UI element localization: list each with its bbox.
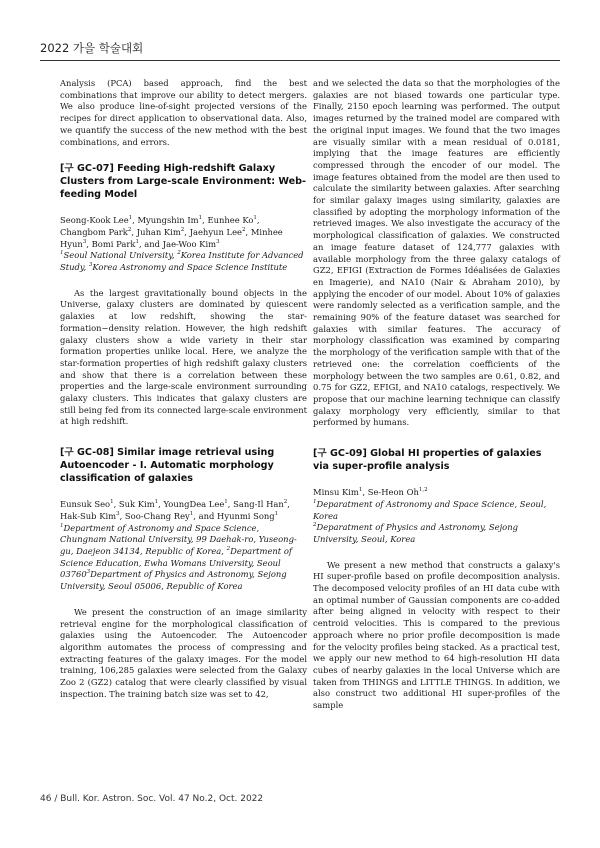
author-name: Bomi Park [91, 238, 136, 249]
author-name: Juhan Kim [136, 226, 181, 237]
author-name: Seong-Kook Lee [60, 215, 129, 226]
author-name: Minhee Hyun [60, 226, 283, 249]
affil-marker: 1 [313, 499, 317, 505]
author-name: Se-Heon Oh [367, 487, 419, 498]
author-affil-marker: 2 [127, 227, 132, 234]
affil-marker: 2 [177, 250, 181, 257]
author-name: Suk Kim [118, 499, 155, 510]
affiliation-text: Department of Physics and Astronomy, Sejong University, Seoul 05006, Republic of Korea [60, 569, 287, 592]
gc07-authors: Seong-Kook Lee$^1$, Myungshin Im$^1$, Eunhee Ko$^1$, Changbom Park$^2$, Juhan Kim$^2$, Jaehyun Lee$^2$, Minhee Hyun$^3$, Bomi Park$^1$, and Jae-Woo Kim$^3$ [60, 215, 283, 249]
gc07-title: [구 GC-07] Feeding High-redshift Galaxy Clusters from Large-scale Environment: Web-feeding Model [60, 163, 307, 201]
page-header: 2022 가을 학술대회 [40, 41, 144, 55]
affiliation-text: Seoul National University, [63, 250, 178, 261]
author-name: Jae-Woo Kim [162, 238, 217, 249]
affil-marker: 2 [226, 546, 231, 553]
author-affil-marker: 1 [224, 499, 228, 506]
affiliation-text: Department of Astronomy and Space Science, Chungnam National University, 99 Daehak-ro, Yuseong-gu, Daejeon 34134, Republic of Korea, [60, 522, 297, 556]
affiliation-text: Deparatment of Astronomy and Space Science, Seoul, Korea [313, 498, 547, 521]
header-rule [40, 60, 560, 61]
affiliation-text: Department of Science Education, Ewha Womans University, Seoul 03760 [60, 545, 292, 580]
affil-marker: 3 [88, 262, 93, 269]
author-name: Sang-Il Han [233, 499, 284, 510]
gc09-affiliations [313, 499, 560, 546]
affiliation-text: Korea Astronomy and Space Science Institute [92, 262, 288, 273]
affil-marker: 3 [86, 569, 91, 576]
gc07-affiliations [60, 250, 307, 273]
author-affil-marker: 2 [283, 499, 288, 506]
page-footer: 46 / Bull. Kor. Astron. Soc. Vol. 47 No.2, Oct. 2022 [40, 794, 264, 804]
author-affil-marker: 1 [198, 215, 203, 222]
author-name: Myungshin Im [137, 215, 199, 226]
author-name: Hak-Sub Kim [60, 510, 117, 521]
author-affil-marker: 2 [241, 227, 246, 234]
affil-marker: 2 [313, 522, 317, 529]
author-name: Jaehyun Lee [189, 226, 242, 237]
gc08-title: [구 GC-08] Similar image retrieval using Autoencoder - I. Automatic morphology classification of galaxies [60, 447, 275, 485]
author-affil-marker: 3 [116, 511, 120, 518]
gc09-abstract: We present a new method that constructs a galaxy's HI super-profile based on profile decomposition analysis. The decomposed velocity profiles of an HI data cube with an optimal number of Gaussian components are co-added after being aligned in velocity with respect to their centroid velocities. This is compared to the previous approach where no prior profile decomposition is made for the velocity profiles being stacked. As a practical test, we apply our new method to 64 high-resolution HI data cubes of nearby galaxies in the local Universe which are taken from THINGS and LITTLE THINGS. In addition, we also construct two additional HI super-profiles of the sample [313, 559, 560, 711]
author-name: Changbom Park [60, 226, 128, 237]
author-affil-marker: 1 [274, 511, 279, 518]
gc08-authors: Eunsuk Seo$^1$, Suk Kim$^1$, YoungDea Lee$^1$, Sang-Il Han$^2$, Hak-Sub Kim$^3$, Soo-Chang Rey$^1$, and Hyunmi Song$^1$ [60, 499, 290, 521]
gc08-abstract-part1: We present the construction of an image similarity retrieval engine for the morphological classification of galaxies using the Autoencoder. The Autoencoder algorithm automates the process of compressing and extracting features of the galaxy images. For the model training, 106,285 galaxies were selected from the Galaxy Zoo 2 (GZ2) catalog that were clearly classified by visual inspection. The training batch size was set to 42, [60, 606, 307, 699]
author-name: Minsu Kim [313, 487, 359, 498]
gc08-abstract-part2: and we selected the data so that the morphologies of the galaxies are not biased towards one particular type. Finally, 2150 epoch learning was performed. The output images returned by the trained model are compared with the original input images. We found that the two images are visually similar with a mean residual of 0.0181, implying that the image features are efficiently compressed through the encoder of our model. The image features obtained from the model are then used to calculate the similarity between galaxies. After searching for similar galaxy images using similarity, galaxies are classified by adopting the morphology information of the retrieved images. We also investigate the accuracy of the morphological classification of galaxies. We constructed an image feature dataset of 124,777 galaxies with available morphology from the three galaxy catalogs of GZ2, EFIGI (Extraction de Formes Idéalisées de Galaxies en Imagerie), and NA10 (Nair & Abraham 2010), by applying the encoder of our model. About 10% of galaxies were randomly selected as a verification sample, and the remaining 90% of the feature dataset was searched for galaxies with similar features. The accuracy of morphology classification was examined by comparing the morphology of the verification sample with that of the retrieved one: the correlation coefficients of the morphology between the two samples are 0.61, 0.82, and 0.75 for GZ2, EFIGI, and NA10 catalogs, respectively. We propose that our machine learning technique can classify galaxy morphology very efficiently, similar to that performed by humans. [313, 78, 560, 428]
author-name: Soo-Chang Rey [124, 510, 190, 521]
right-column [313, 78, 560, 712]
author-affil-marker: 1 [154, 499, 159, 506]
affiliation-text: Deparatment of Physics and Astronomy, Sejong University, Seoul, Korea [313, 522, 518, 544]
author-name: YoungDea Lee [163, 499, 225, 510]
author-affil-marker: 1 [358, 487, 363, 494]
affil-marker: 1 [60, 522, 64, 529]
intro-paragraph: Analysis (PCA) based approach, find the best combinations that improve our ability to detect mergers. We also produce line-of-sight projected versions of the recipes for direct application to observational data. Also, we quantify the success of the new method with the best combinations, and errors. [60, 78, 307, 147]
gc09-title: [구 GC-09] Global HI properties of galaxies via super-profile analysis [313, 448, 542, 473]
author-affil-marker: 1 [253, 215, 257, 222]
author-affil-marker: 2 [180, 227, 185, 234]
author-name: Hyunmi Song [217, 510, 275, 521]
gc09-authors: Minsu Kim$^1$, Se-Heon Oh$^{1,2}$ [313, 487, 428, 498]
author-affil-marker: 1 [135, 238, 139, 245]
author-affil-marker: 3 [216, 238, 220, 245]
gc08-affiliations [60, 523, 307, 593]
author-affil-marker: 1,2 [418, 487, 428, 494]
author-name: Eunhee Ko [207, 215, 254, 226]
left-column [60, 78, 307, 700]
affil-marker: 1 [60, 250, 64, 257]
author-affil-marker: 3 [82, 238, 87, 245]
gc07-abstract: As the largest gravitationally bound objects in the Universe, galaxy clusters are dominated by quiescent galaxies at low redshift, showing the star-formation−density relation. However, the high redshift galaxy clusters show a wide variety in their star formation properties unlike local. Here, we analyze the star-formation properties of high redshift galaxy clusters and show that there is a correlation between these properties and the large-scale environment surrounding galaxy clusters. This indicates that galaxy clusters are still being fed from its connected large-scale environment at high redshift. [60, 287, 307, 427]
author-affil-marker: 1 [110, 499, 114, 506]
affiliation-text: Korea Institute for Advanced Study, [60, 250, 304, 273]
author-affil-marker: 1 [128, 215, 133, 222]
author-name: Eunsuk Seo [60, 499, 111, 510]
author-affil-marker: 1 [189, 511, 194, 518]
